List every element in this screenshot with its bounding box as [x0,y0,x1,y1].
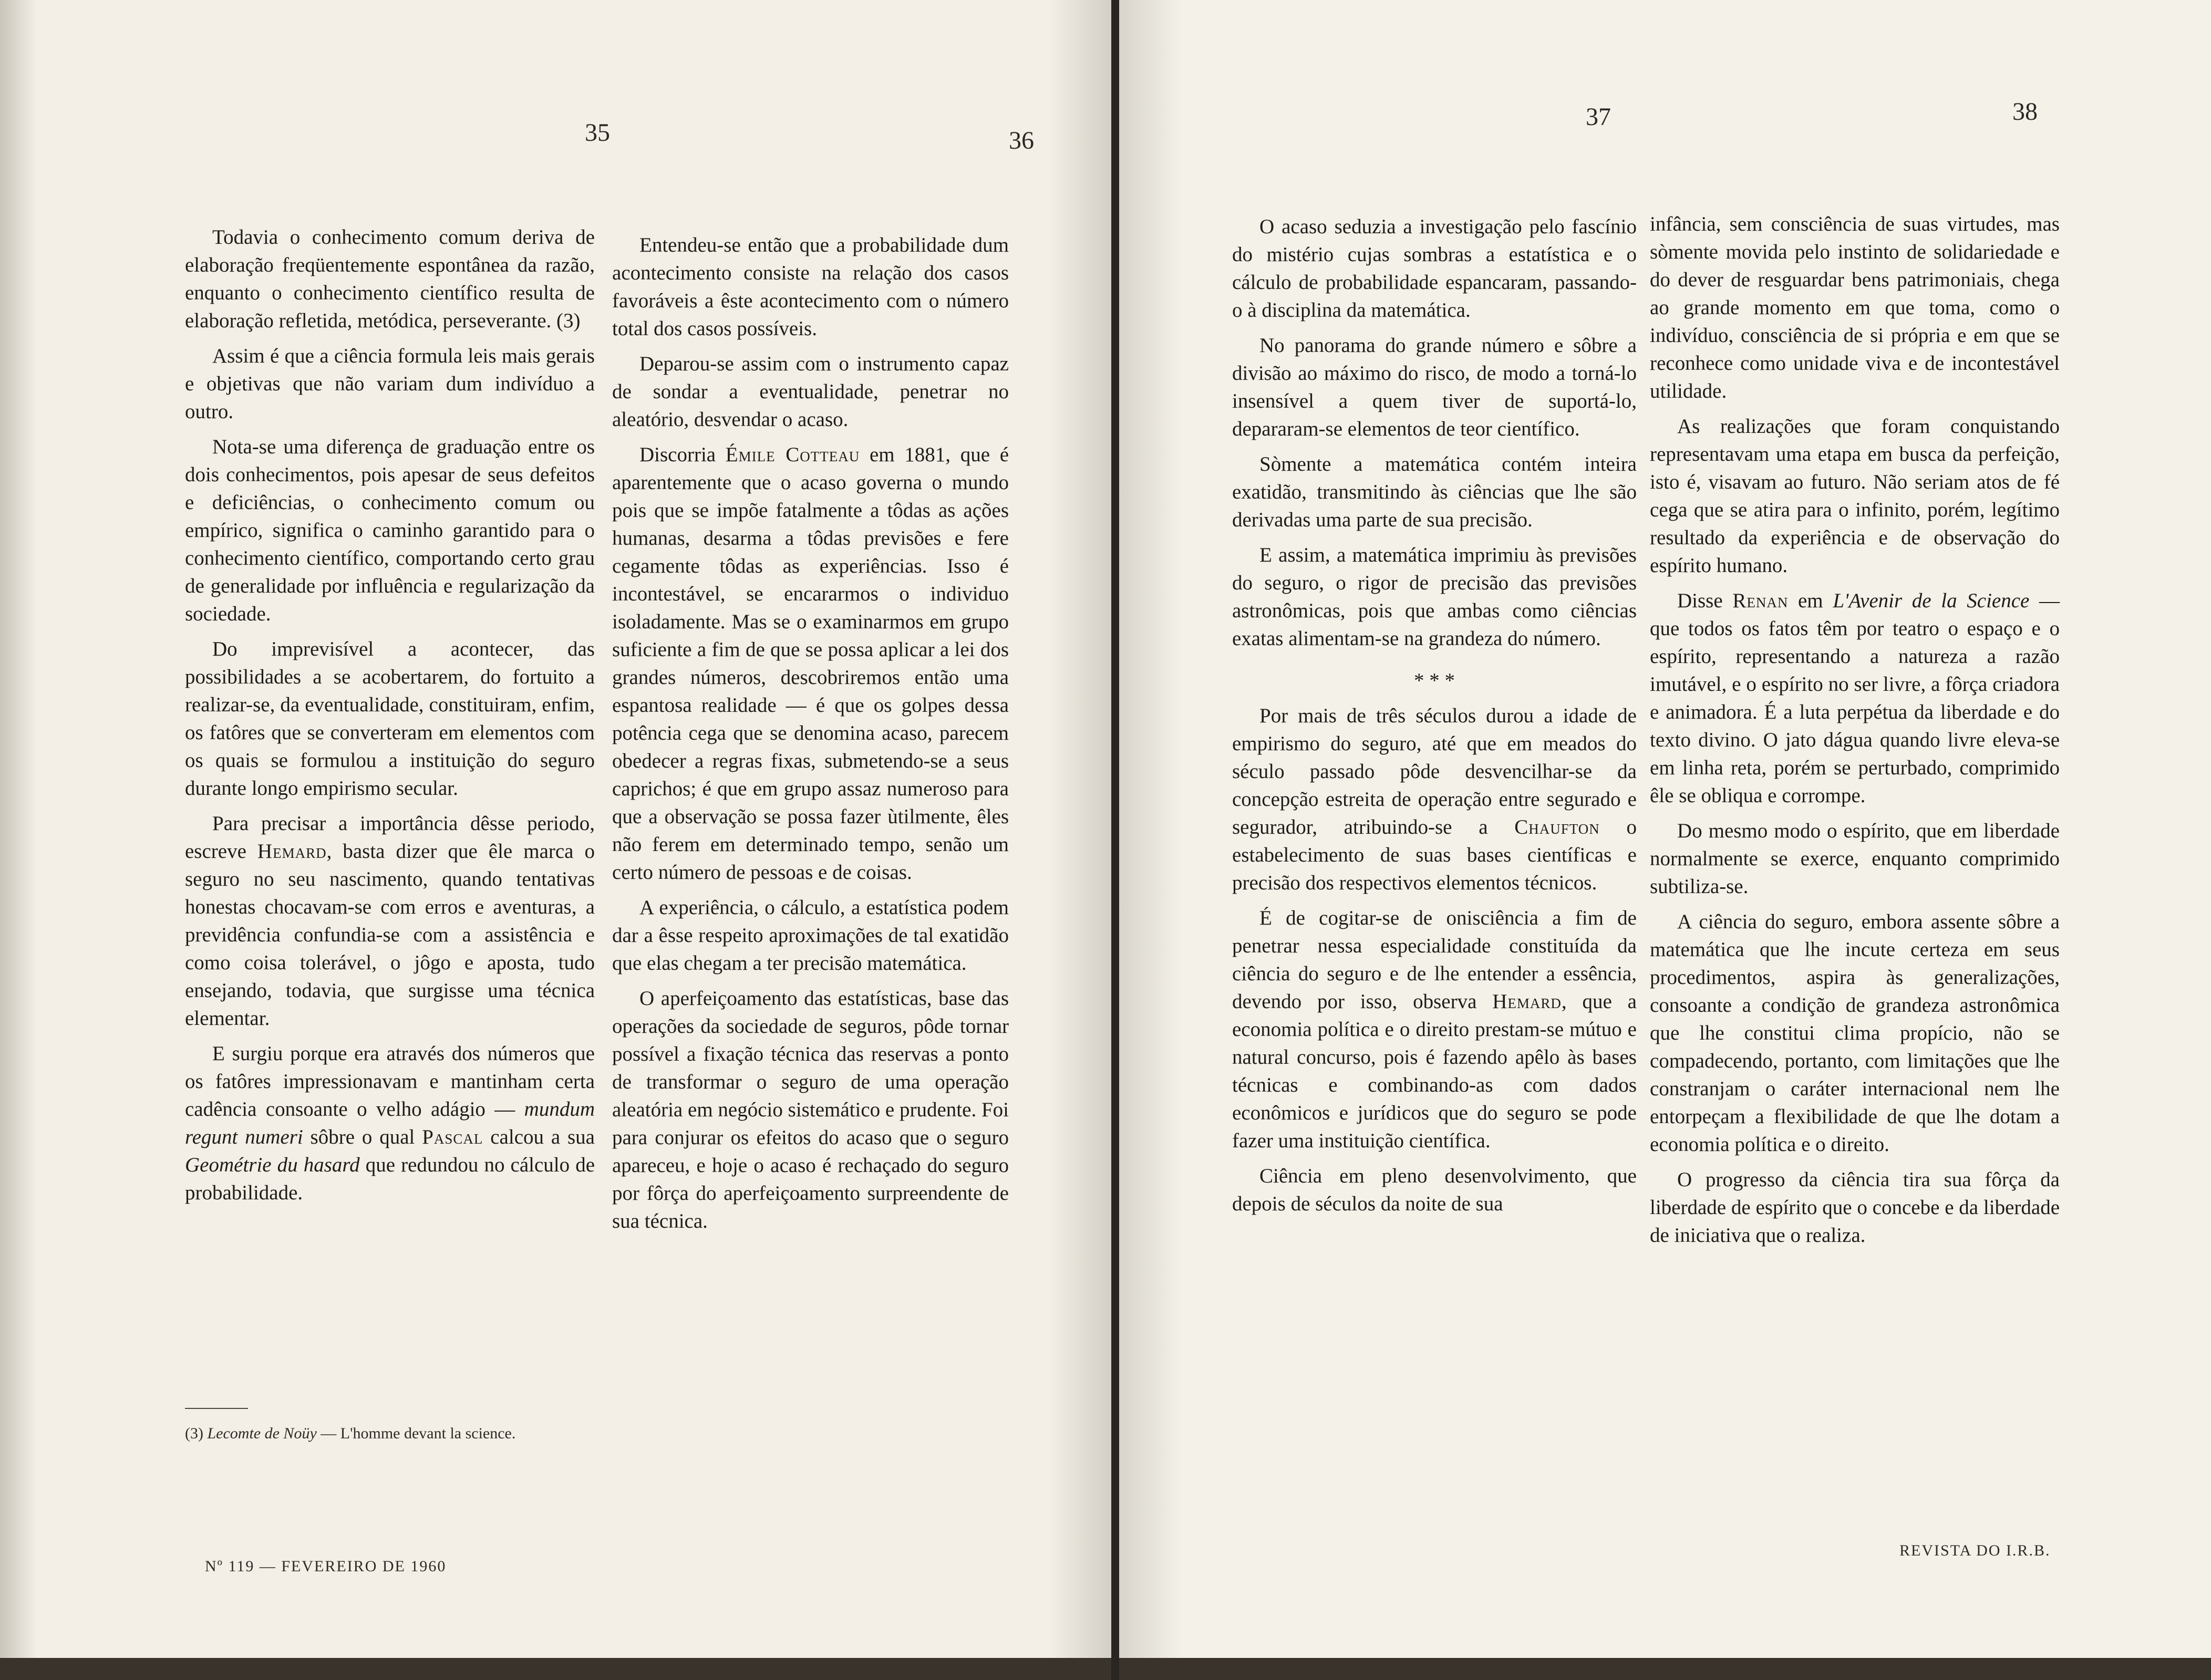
text-run: calcou a sua [483,1126,595,1148]
gutter-shadow [1119,0,1182,1680]
book-title: Geométrie du hasard [185,1154,360,1176]
paragraph: Todavia o conhecimento comum deriva de elaboração freqüentemente espontânea da razão, enquanto o conhecimento científico resulta de elaboração refletida, metódica, perseverante. (3) [185,226,595,332]
text-run: Discorria [639,443,726,466]
paragraph: Assim é que a ciência formula leis mais gerais e objetivas que não variam dum indivíduo a outro. [185,345,595,423]
text-run: sôbre o qual [303,1126,422,1148]
author-name: Renan [1732,589,1789,612]
paragraph: O acaso seduzia a investigação pelo fascínio do mistério cujas sombras a estatística e o cálculo de probabilidade espancaram, passando-o à disciplina da matemática. [1232,215,1637,322]
text-run: Para precisar a importância dêsse periodo, escreve [185,812,595,863]
column-4 [1650,210,2060,1257]
author-name: Hemard [1492,990,1562,1013]
paragraph: Do imprevisível a acontecer, das possibilidades a se acobertarem, do fortuito a realizar-se, da eventualidade, constituiram, enfim, os fatôres que se converteram em elementos com os quais se formulou a instituição do seguro durante longo empirismo secular. [185,638,595,800]
page-number-35: 35 [585,119,610,147]
paragraph: A ciência do seguro, embora assente sôbre a matemática que lhe incute certeza em seus procedimentos, aspira às generalizações, consoante a condição de grandeza astronômica que lhe constitui clima propício, não se compadecendo, portanto, com limitações que lhe constranjam o caráter internacional nem lhe entorpeçam a flexibilidade de que lhe dotam a economia política e o direito. [1650,910,2060,1156]
paragraph: Do mesmo modo o espírito, que em liberdade normalmente se exerce, enquanto comprimido subtiliza-se. [1650,820,2060,898]
paragraph: Nota-se uma diferença de graduação entre os dois conhecimentos, pois apesar de seus defeitos e deficiências, o conhecimento comum ou empírico, significa o caminho garantido para o conhecimento científico, comportando certo grau de generalidade por influência e regularização da sociedade. [185,435,595,625]
column-3 [1232,213,1637,1225]
book-title: L'Avenir de la Science [1833,589,2030,612]
right-page [1119,0,2211,1680]
footnote-marker: (3) [185,1425,208,1442]
issue-footer: Nº 119 — FEVEREIRO DE 1960 [205,1558,447,1575]
section-break: * * * [1414,669,1455,692]
scan-bottom-band [0,1658,1111,1680]
column-1 [185,223,595,1214]
column-2 [612,231,1009,1242]
text-run: É de cogitar-se de onisciência a fim de penetrar nessa especialidade constituída da ciência do seguro e de lhe entender a essência, devendo por isso, observa [1232,907,1637,1013]
gutter-shadow [1048,0,1111,1680]
page-number-37: 37 [1586,103,1611,131]
text-run: o estabelecimento de suas bases científicas e precisão dos respectivos elementos técnicos. [1232,816,1637,894]
paragraph [185,810,595,1032]
footnote-text: — L'homme devant la science. [316,1425,516,1442]
page-edge-shadow [0,0,37,1680]
author-name: Émile Cotteau [725,443,860,466]
footnote-rule [185,1408,248,1409]
text-run: que redundou no cálculo de probabilidade. [185,1154,595,1204]
paragraph: As realizações que foram conquistando representavam uma etapa em busca da perfeição, isto é, visavam ao futuro. Não seriam atos de fé cega que se atira para o infinito, porém, legítimo resultado da experiência e de observação do espírito humano. [1650,415,2060,577]
footnote-author: Lecomte de Noüy [207,1425,317,1442]
scan-bottom-band [1119,1658,2211,1680]
paragraph [1232,702,1637,897]
journal-footer: REVISTA DO I.R.B. [1899,1542,2051,1559]
text-run: Disse [1677,589,1733,612]
paragraph [1232,904,1637,1155]
text-run: E surgiu porque era através dos números que os fatôres impressionavam e mantinham certa cadência consoante o velho adágio — [185,1042,595,1121]
author-name: Chaufton [1514,816,1600,838]
paragraph: Sòmente a matemática contém inteira exatidão, transmitindo às ciências que lhe são derivadas uma parte de sua precisão. [1232,453,1637,531]
paragraph: Deparou-se assim com o instrumento capaz de sondar a eventualidade, penetrar no aleatório, desvendar o acaso. [612,352,1009,431]
text-run: em 1881, que é aparentemente que o acaso governa o mundo pois que se impõe fatalmente a tôdas as ações humanas, desarma a tôdas previsões e fere cegamente tôdas as experiências. Isso é incontestável, se encararmos o individuo isoladamente. Mas se o examinarmos em grupo suficiente a fim de que se possa aplicar a lei dos grandes números, descobriremos então uma espantosa realidade — é que os golpes dessa potência cega que se denomina acaso, parecem obedecer a regras fixas, submetendo-se a seus caprichos; é que em grupo assaz numeroso para que a observação se possa fazer ùtilmente, êles não ferem em determinado tempo, senão um certo número de pessoas e de coisas. [612,443,1009,884]
author-name: Pascal [422,1126,483,1148]
author-name: Hemard [257,840,327,863]
text-run: — que todos os fatos têm por teatro o espaço e o espírito, representando a natureza a razão imutável, e o espírito no ser livre, a fôrça criadora e animadora. É a luta perpétua da liberdade e do texto divino. O jato dágua quando livre eleva-se em linha reta, porém se perturbado, comprimido êle se obliqua e corrompe. [1650,589,2060,807]
paragraph: Entendeu-se então que a probabilidade dum acontecimento consiste na relação dos casos favoráveis a êste acontecimento com o número total dos casos possíveis. [612,234,1009,340]
paragraph: A experiência, o cálculo, a estatística podem dar a êsse respeito aproximações de tal exatidão que elas chegam a ter precisão matemática. [612,896,1009,974]
footnote [185,1424,563,1444]
paragraph: Ciência em pleno desenvolvimento, que depois de séculos da noite de sua [1232,1165,1637,1215]
text-run: , que a economia política e o direito prestam-se mútuo e natural concurso, pois é fazendo apêlo às bases técnicas e combinando-as com dados econômicos e jurídicos que do seguro se pode fazer uma instituição científica. [1232,990,1637,1152]
paragraph: infância, sem consciência de suas virtudes, mas sòmente movida pelo instinto de solidariedade e do dever de resguardar bens patrimoniais, chega ao grande momento em que toma, como o indivíduo, consciência de si própria e em que se reconhece como unidade viva e de incontestável utilidade. [1650,213,2060,402]
paragraph: No panorama do grande número e sôbre a divisão ao máximo do risco, de modo a torná-lo insensível a quem tiver de suportá-lo, depararam-se elementos de teor científico. [1232,334,1637,440]
text-run: Por mais de três séculos durou a idade de empirismo do seguro, até que em meados do século passado pôde desvencilhar-se da concepção estreita de operação entre segurado e segurador, atribuindo-se a [1232,704,1637,838]
paragraph [612,441,1009,886]
paragraph: O aperfeiçoamento das estatísticas, base das operações da sociedade de seguros, pôde tornar possível a fixação técnica das reservas a ponto de transformar o seguro de uma operação aleatória em negócio sistemático e prudente. Foi para conjurar os efeitos do acaso que o seguro apareceu, e hoje o acaso é rechaçado do seguro por fôrça do aperfeiçoamento surpreendente de sua técnica. [612,987,1009,1232]
paragraph [185,1040,595,1207]
paragraph: O progresso da ciência tira sua fôrça da liberdade de espírito que o concebe e da liberdade de iniciativa que o realiza. [1650,1168,2060,1247]
text-run: em [1788,589,1833,612]
latin-phrase: mundum regunt numeri [185,1098,595,1148]
text-run: , basta dizer que êle marca o seguro no seu nascimento, quando tentativas honestas chocavam-se com erros e aventuras, a previdência confundia-se com a assistência e como coisa tolerável, o jôgo e aposta, tudo ensejando, todavia, que surgisse uma técnica elementar. [185,840,595,1030]
page-number-36: 36 [1009,127,1034,154]
paragraph [1650,587,2060,810]
page-number-38: 38 [2012,98,2038,126]
paragraph: E assim, a matemática imprimiu às previsões do seguro, o rigor de precisão das previsões astronômicas, pois que ambas como ciências exatas alimentam-se na grandeza do número. [1232,544,1637,650]
